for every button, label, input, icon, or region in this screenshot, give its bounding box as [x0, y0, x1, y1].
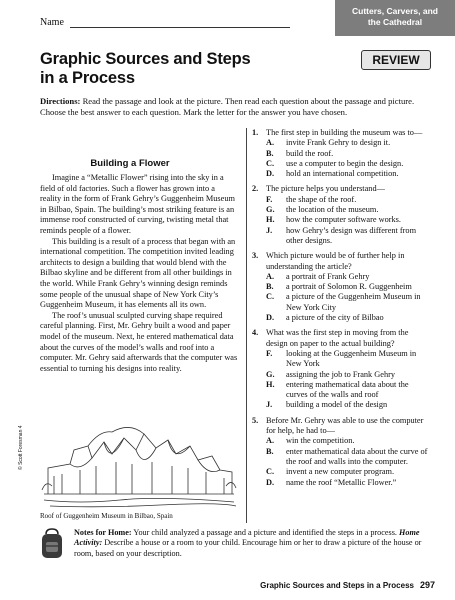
name-line	[70, 27, 290, 28]
home-activity-label: Home Activity:	[74, 528, 420, 548]
option-letter: B.	[266, 148, 274, 158]
question-text: Which picture would be of further help in understanding the article?	[266, 251, 405, 271]
answer-option[interactable]	[266, 169, 432, 179]
answer-option[interactable]	[266, 292, 432, 313]
option-letter: H.	[266, 379, 275, 389]
directions-label: Directions:	[40, 96, 81, 106]
option-text: win the competition.	[286, 436, 355, 446]
page-footer	[260, 580, 435, 590]
answer-option[interactable]	[266, 282, 432, 292]
image-caption: Roof of Guggenheim Museum in Bilbao, Spain	[40, 512, 173, 520]
question-5	[252, 416, 432, 488]
answer-option[interactable]	[266, 195, 432, 205]
answer-option[interactable]	[266, 447, 432, 468]
option-letter: H.	[266, 215, 275, 225]
answer-option[interactable]	[266, 149, 432, 159]
page-title-line1: Graphic Sources and Steps	[40, 50, 251, 68]
passage-paragraph: The roof’s unusual sculpted curving shape required careful planning. First, Mr. Gehry built a wood and paper model of the museum. Next, he entered mathematical data about the curves of the model’s walls and roof into a computer. Mr. Gehry said afterwards that the computer was essential to turning his designs into reality.	[40, 310, 238, 373]
question-number: 3.	[252, 251, 259, 261]
footer-label: Graphic Sources and Steps in a Process	[260, 581, 414, 590]
answer-option[interactable]	[266, 370, 432, 380]
page-title-line2: in a Process	[40, 69, 135, 87]
option-text: the shape of the roof.	[286, 194, 357, 204]
option-letter: F.	[266, 194, 273, 204]
option-text: invent a new computer program.	[286, 467, 395, 477]
option-text: enter mathematical data about the curve of the roof and walls into the computer.	[286, 446, 428, 466]
home-note-label: Notes for Home:	[74, 528, 132, 537]
answer-option[interactable]	[266, 313, 432, 323]
home-note-text	[74, 528, 434, 559]
question-number: 1.	[252, 128, 259, 137]
answer-option[interactable]	[266, 349, 432, 370]
option-text: looking at the Guggenheim Museum in New York	[286, 348, 417, 369]
answer-option[interactable]	[266, 159, 432, 169]
option-letter: C.	[266, 467, 275, 477]
option-text: build the roof.	[286, 148, 334, 158]
option-letter: C.	[266, 158, 275, 168]
home-activity-body: Describe a house or a room to your child. Encourage him or her to draw a picture of the house or room, based on your description.	[74, 538, 422, 558]
option-text: a portrait of Frank Gehry	[286, 271, 370, 281]
answer-option[interactable]	[266, 467, 432, 477]
option-text: building a model of the design	[286, 400, 388, 410]
questions-column	[252, 128, 432, 493]
museum-sketch-svg	[40, 420, 238, 508]
option-text: the location of the museum.	[286, 205, 379, 215]
passage-body	[40, 173, 238, 374]
answer-option[interactable]	[266, 436, 432, 446]
column-divider	[246, 128, 247, 523]
question-text: The picture helps you understand—	[266, 184, 385, 194]
option-letter: A.	[266, 436, 275, 446]
notes-for-home	[40, 528, 435, 574]
directions-text: Read the passage and look at the picture. Then read each question about the passage and picture. Choose the best answer to each question. Mark the letter for the answer you have chosen.	[40, 96, 415, 118]
answer-option[interactable]	[266, 478, 432, 488]
question-3	[252, 251, 432, 323]
option-text: a portrait of Solomon R. Guggenheim	[286, 282, 412, 292]
option-letter: D.	[266, 169, 275, 179]
answer-option[interactable]	[266, 400, 432, 410]
question-text: Before Mr. Gehry was able to use the computer for help, he had to—	[266, 415, 424, 436]
option-letter: B.	[266, 446, 274, 456]
answer-option[interactable]	[266, 215, 432, 225]
unit-title-line1: Cutters, Carvers, and	[352, 6, 438, 16]
option-text: how the computer software works.	[286, 215, 401, 225]
question-number: 5.	[252, 415, 259, 425]
answer-option[interactable]	[266, 205, 432, 215]
question-text: The first step in building the museum was to—	[266, 128, 423, 137]
question-2	[252, 184, 432, 246]
option-text: a picture of the city of Bilbao	[286, 313, 384, 323]
museum-illustration	[40, 420, 238, 508]
passage-paragraph: This building is a result of a process that began with an international competition. The competition invited leading architects to design a building that would blend with the Bilbao skyline and be different from all other buildings in the world. While Frank Gehry’s winning design reminds some people of the unusual shape of New York City’s Guggenheim Museum, it has elements all its own.	[40, 236, 236, 310]
passage-paragraph: Imagine a “Metallic Flower” rising into the sky in a field of old factories. Such a flower has grown into a reality in the form of Frank Gehry’s Guggenheim Museum in Bilbao, Spain. The building’s most striking feature is an immense roof constructed of curving, twisting metal that reminds people of a flower.	[40, 173, 235, 235]
option-letter: F.	[266, 348, 273, 358]
option-text: assigning the job to Frank Gehry	[286, 369, 395, 379]
option-text: use a computer to begin the design.	[286, 158, 404, 168]
option-letter: J.	[266, 400, 273, 410]
directions	[40, 96, 420, 118]
answer-option[interactable]	[266, 272, 432, 282]
page-title	[40, 50, 340, 88]
option-text: invite Frank Gehry to design it.	[286, 138, 391, 148]
option-letter: D.	[266, 477, 275, 487]
review-badge: REVIEW	[361, 50, 431, 70]
copyright: © Scott Foresman 4	[18, 425, 24, 470]
option-letter: D.	[266, 313, 275, 323]
option-text: hold an international competition.	[286, 169, 399, 179]
question-text: What was the first step in moving from the design on paper to the actual building?	[266, 328, 409, 348]
option-letter: A.	[266, 138, 275, 148]
name-label: Name	[40, 17, 64, 28]
question-number: 4.	[252, 328, 259, 338]
option-text: name the roof “Metallic Flower.”	[286, 477, 397, 487]
home-note-body: Your child analyzed a passage and a picture and identified the steps in a process.	[131, 528, 399, 537]
option-letter: A.	[266, 271, 275, 281]
unit-title-tab	[335, 0, 455, 36]
answer-option[interactable]	[266, 226, 432, 247]
unit-title-line2: the Cathedral	[367, 17, 423, 27]
option-letter: G.	[266, 369, 275, 379]
question-4	[252, 328, 432, 410]
option-letter: B.	[266, 282, 274, 292]
option-letter: G.	[266, 205, 275, 215]
backpack-icon	[40, 528, 64, 560]
passage-title: Building a Flower	[90, 158, 170, 169]
option-text: a picture of the Guggenheim Museum in New York City	[286, 292, 421, 312]
page-number: 297	[419, 580, 435, 590]
question-1	[252, 128, 432, 179]
option-letter: C.	[266, 292, 275, 302]
option-text: how Gehry’s design was different from other designs.	[286, 225, 417, 245]
answer-option[interactable]	[266, 380, 432, 401]
option-letter: J.	[266, 225, 273, 235]
question-number: 2.	[252, 184, 259, 194]
answer-option[interactable]	[266, 138, 432, 148]
option-text: entering mathematical data about the curves of the walls and roof	[286, 379, 409, 400]
